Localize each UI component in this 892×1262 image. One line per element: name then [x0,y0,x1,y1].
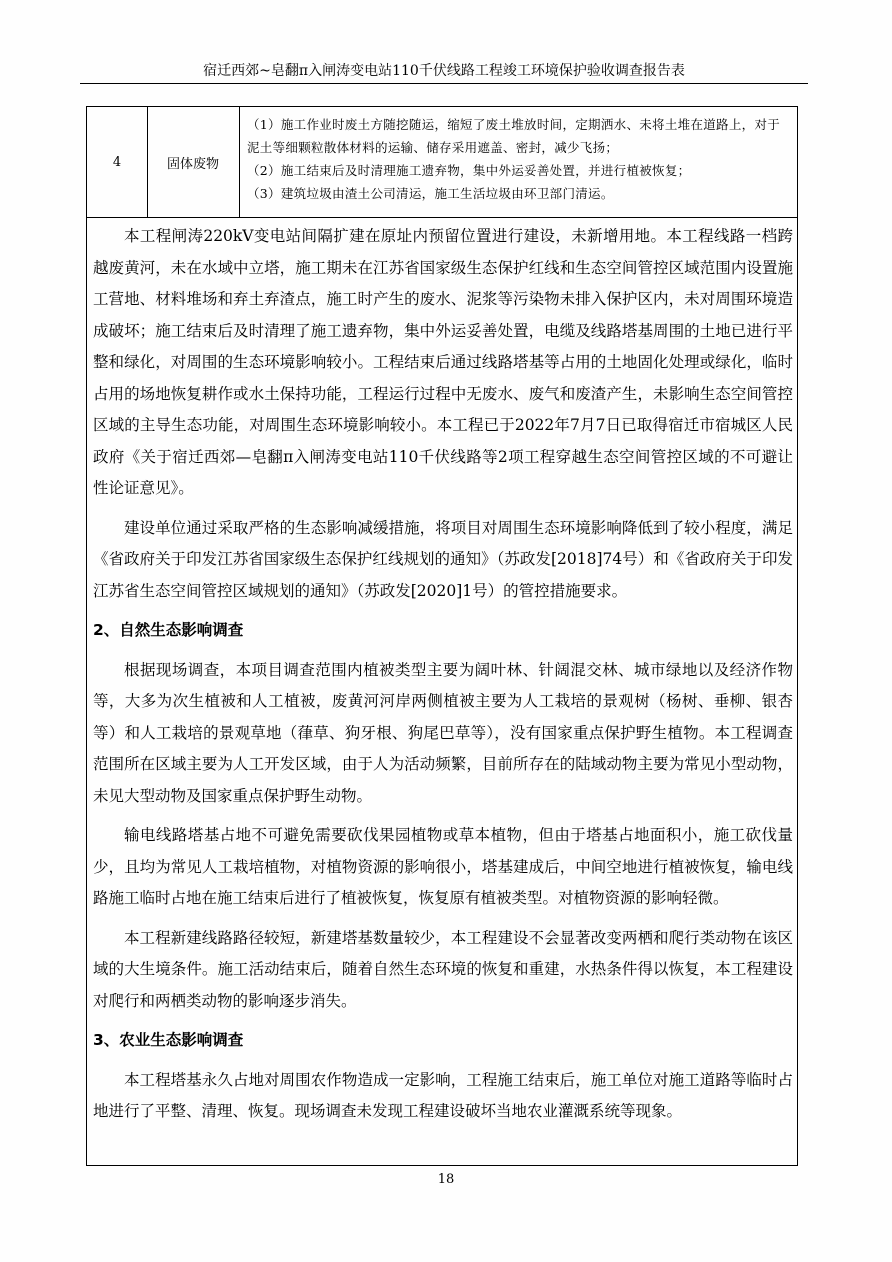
page-header-title: 宿迁西郊~皂翻π入闸涛变电站110千伏线路工程竣工环境保护验收调查报告表 [203,63,685,79]
section-heading-natural-ecology: 2、自然生态影响调查 [93,621,244,639]
paragraph: 本工程新建线路路径较短，新建塔基数量较少，本工程建设不会显著改变两栖和爬行类动物在该区域的大生境条件。施工活动结束后，随着自然生态环境的恢复和重建，水热条件得以恢复，本工程建设对爬行和两栖类动物的影响逐步消失。 [93,928,793,1010]
measure-item: （1）施工作业时废土方随挖随运，缩短了废土堆放时间，定期洒水、未将土堆在道路上，对于泥土等细颗粒散体材料的运输、储存采用遮盖、密封，减少飞扬； [247,117,781,155]
paragraph: 根据现场调查，本项目调查范围内植被类型主要为阔叶林、针阔混交林、城市绿地以及经济作物等，大多为次生植被和人工植被，废黄河河岸两侧植被主要为人工栽培的景观树（杨树、垂柳、银杏等）和人工栽培的景观草地（葎草、狗牙根、狗尾巴草等），没有国家重点保护野生植物。本工程调查范围所在区域主要为人工开发区域，由于人为活动频繁，目前所存在的陆域动物主要为常见小型动物，未见大型动物及国家重点保护野生动物。 [93,660,793,805]
row-category: 固体废物 [147,107,240,217]
paragraph: 建设单位通过采取严格的生态影响减缓措施，将项目对周围生态环境影响降低到了较小程度，满足《省政府关于印发江苏省国家级生态保护红线规划的通知》（苏政发[2018]74号）和《省政府关于印发江苏省生态空间管控区域规划的通知》（苏政发[2020]1号）的管控措施要求。 [93,518,793,600]
measure-item: （2）施工结束后及时清理施工遗弃物，集中外运妥善处置，并进行植被恢复； [247,163,691,178]
paragraph: 本工程塔基永久占地对周围农作物造成一定影响，工程施工结束后，施工单位对施工道路等临时占地进行了平整、清理、恢复。现场调查未发现工程建设破坏当地农业灌溉系统等现象。 [93,1070,793,1120]
paragraph: 本工程闸涛220kV变电站间隔扩建在原址内预留位置进行建设，未新增用地。本工程线路一档跨越废黄河，未在水域中立塔，施工期未在江苏省国家级生态保护红线和生态空间管控区域范围内设置施工营地、材料堆场和弃土弃渣点，施工时产生的废水、泥浆等污染物未排入保护区内，未对周围环境造成破坏；施工结束后及时清理了施工遗弃物，集中外运妥善处置，电缆及线路塔基周围的土地已进行平整和绿化，对周围的生态环境影响较小。工程结束后通过线路塔基等占用的土地固化处理或绿化，临时占用的场地恢复耕作或水土保持功能，工程运行过程中无废水、废气和废渣产生，未影响生态空间管控区域的主导生态功能，对周围生态环境影响较小。本工程已于2022年7月7日已取得宿迁市宿城区人民政府《关于宿迁西郊—皂翻π入闸涛变电站110千伏线路等2项工程穿越生态空间管控区域的不可避让性论证意见》。 [93,227,793,497]
paragraph: 输电线路塔基占地不可避免需要砍伐果园植物或草本植物，但由于塔基占地面积小，施工砍伐量少，且均为常见人工栽培植物，对植物资源的影响很小，塔基建成后，中间空地进行植被恢复，输电线路施工临时占地在施工结束后进行了植被恢复，恢复原有植被类型。对植物资源的影响轻微。 [93,826,793,907]
table-row [87,107,797,218]
report-body [93,221,793,1136]
row-number: 4 [87,107,148,217]
measure-item: （3）建筑垃圾由渣土公司清运，施工生活垃圾由环卫部门清运。 [247,186,614,201]
report-frame [86,106,798,1166]
header-rule [80,83,808,84]
row-measures [247,113,787,205]
section-heading-agricultural-ecology: 3、农业生态影响调查 [93,1031,244,1049]
page-number: 18 [437,1172,455,1187]
